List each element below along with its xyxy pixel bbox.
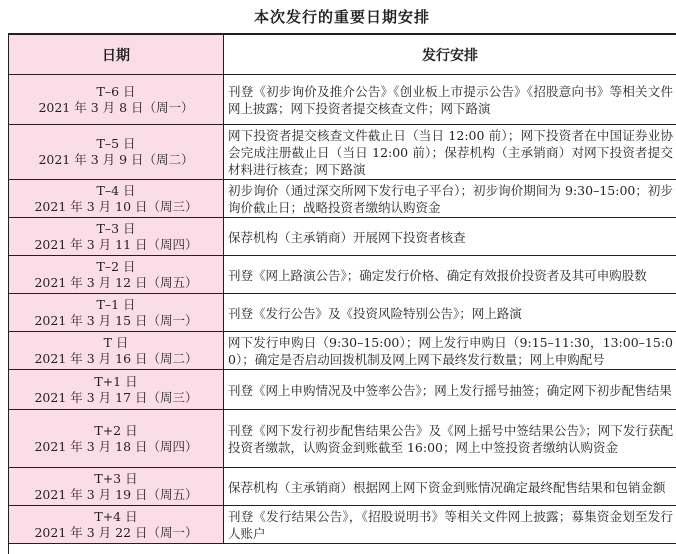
- schedule-cell: 网下发行申购日（9:30–15:00）；网上发行申购日（9:15–11:30，13:00–15:00）；确定是否启动回拨机制及网上网下最终发行数量；网上申购配号: [224, 332, 676, 370]
- calendar-date: 2021 年 3 月 11 日（周四）: [34, 236, 198, 252]
- schedule-table: [8, 34, 676, 544]
- date-cell: [9, 370, 224, 410]
- calendar-date: 2021 年 3 月 18 日（周四）: [34, 438, 198, 454]
- date-cell: [9, 218, 224, 256]
- calendar-date: 2021 年 3 月 15 日（周一）: [34, 312, 198, 328]
- calendar-date: 2021 年 3 月 17 日（周三）: [34, 389, 198, 405]
- table-row: [9, 294, 676, 332]
- schedule-cell: 刊登《网下发行初步配售结果公告》及《网上摇号中签结果公告》；网下发行获配投资者缴款，认购资金到账截至 16:00；网上中签投资者缴纳认购资金: [224, 410, 676, 468]
- trade-day-label: T+1 日: [94, 373, 138, 389]
- schedule-cell: 刊登《网上路演公告》；确定发行价格、确定有效报价投资者及其可申购股数: [224, 256, 676, 294]
- calendar-date: 2021 年 3 月 12 日（周五）: [34, 274, 198, 290]
- table-row: [9, 180, 676, 218]
- trade-day-label: T–5 日: [96, 136, 136, 151]
- calendar-date: 2021 年 3 月 9 日（周二）: [38, 152, 194, 167]
- table-row: [9, 468, 676, 506]
- table-row: [9, 256, 676, 294]
- table-row: [9, 332, 676, 370]
- table-row: [9, 410, 676, 468]
- date-cell: [9, 468, 224, 506]
- schedule-cell: 保荐机构（主承销商）开展网下投资者核查: [224, 218, 676, 256]
- date-cell: [9, 506, 224, 544]
- date-column-header: 日期: [9, 35, 224, 75]
- date-cell: [9, 75, 224, 125]
- table-row: [9, 75, 676, 125]
- date-cell: [9, 125, 224, 180]
- calendar-date: 2021 年 3 月 22 日（周一）: [34, 524, 198, 540]
- calendar-date: 2021 年 3 月 8 日（周一）: [38, 99, 194, 115]
- schedule-cell: 刊登《发行公告》及《投资风险特别公告》；网上路演: [224, 294, 676, 332]
- calendar-date: 2021 年 3 月 10 日（周三）: [34, 198, 198, 214]
- schedule-cell: 初步询价（通过深交所网下发行电子平台）；初步询价期间为 9:30–15:00；初步询价截止日；战略投资者缴纳认购资金: [224, 180, 676, 218]
- date-cell: [9, 294, 224, 332]
- schedule-cell: 保荐机构（主承销商）根据网上网下资金到账情况确定最终配售结果和包销金额: [224, 468, 676, 506]
- schedule-cell: 网下投资者提交核查文件截止日（当日 12:00 前）；网下投资者在中国证券业协会完成注册截止日（当日 12:00 前）；保荐机构（主承销商）对网下投资者提交材料进行核查；网下路演: [224, 125, 676, 180]
- schedule-cell: 刊登《网上申购情况及中签率公告》；网上发行摇号抽签；确定网下初步配售结果: [224, 370, 676, 410]
- table-row: [9, 370, 676, 410]
- table-title: 本次发行的重要日期安排: [8, 0, 676, 34]
- calendar-date: 2021 年 3 月 16 日（周二）: [34, 350, 198, 366]
- header-row: [9, 35, 676, 75]
- date-cell: [9, 332, 224, 370]
- trade-day-label: T–2 日: [96, 258, 136, 274]
- table-row: [9, 506, 676, 544]
- schedule-cell: 刊登《发行结果公告》，《招股说明书》等相关文件网上披露；募集资金划至发行人账户: [224, 506, 676, 544]
- trade-day-label: T–3 日: [96, 220, 136, 236]
- trade-day-label: T–1 日: [96, 296, 136, 312]
- date-cell: [9, 256, 224, 294]
- date-cell: [9, 180, 224, 218]
- trade-day-label: T–4 日: [96, 182, 136, 198]
- trade-day-label: T+4 日: [94, 508, 138, 524]
- trade-day-label: T+3 日: [94, 470, 138, 486]
- date-cell: [9, 410, 224, 468]
- trade-day-label: T 日: [103, 334, 129, 350]
- schedule-cell: 刊登《初步询价及推介公告》《创业板上市提示公告》《招股意向书》等相关文件网上披露；网下投资者提交核查文件；网下路演: [224, 75, 676, 125]
- trade-day-label: T–6 日: [96, 83, 136, 99]
- trade-day-label: T+2 日: [94, 422, 138, 438]
- table-row: [9, 218, 676, 256]
- schedule-column-header: 发行安排: [224, 35, 676, 75]
- calendar-date: 2021 年 3 月 19 日（周五）: [34, 486, 198, 502]
- table-row: [9, 125, 676, 180]
